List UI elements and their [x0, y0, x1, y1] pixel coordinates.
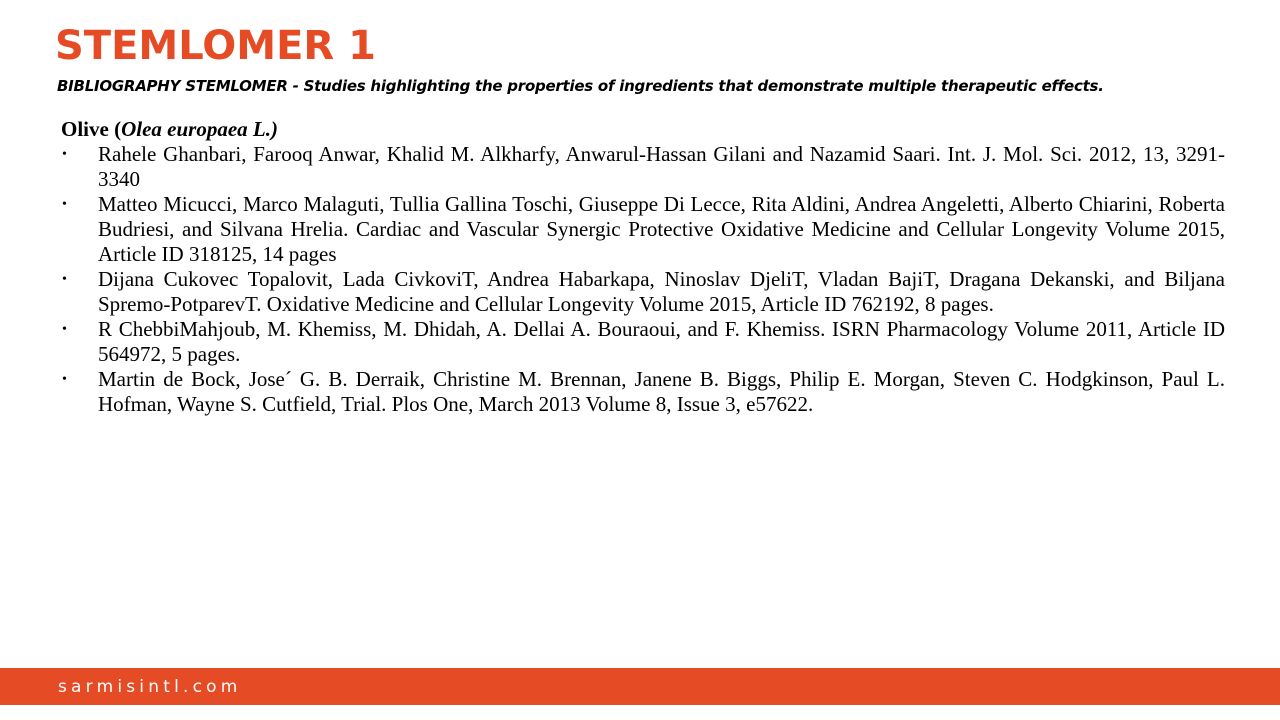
bullet-icon: • — [62, 322, 67, 337]
reference-text: Matteo Micucci, Marco Malaguti, Tullia Gallina Toschi, Giuseppe Di Lecce, Rita Aldini, Andrea Angeletti, Alberto Chiarini, Roberta Budriesi, and Silvana Hrelia. Cardiac and Vascular Synergic Protective Oxidative Medicine and Cellular Longevity Volume 2015, Article ID 318125, 14 pages — [98, 192, 1225, 266]
reference-list — [61, 142, 1225, 417]
reference-text: R ChebbiMahjoub, M. Khemiss, M. Dhidah, A. Dellai A. Bouraoui, and F. Khemiss. ISRN Pharmacology Volume 2011, Article ID 564972, 5 pages. — [98, 317, 1225, 366]
footer-bar — [0, 668, 1280, 705]
reference-item — [61, 267, 1225, 317]
bullet-icon: • — [62, 372, 67, 387]
reference-item — [61, 367, 1225, 417]
slide-subtitle: BIBLIOGRAPHY STEMLOMER - Studies highlighting the properties of ingredients that demonstrate multiple therapeutic effects. — [57, 77, 1104, 95]
bullet-icon: • — [62, 197, 67, 212]
section-heading — [61, 117, 1225, 142]
bullet-icon: • — [62, 147, 67, 162]
reference-item — [61, 142, 1225, 192]
section-latin-name: Olea europaea L.) — [121, 117, 278, 141]
reference-text: Rahele Ghanbari, Farooq Anwar, Khalid M. Alkharfy, Anwarul-Hassan Gilani and Nazamid Saari. Int. J. Mol. Sci. 2012, 13, 3291-3340 — [98, 142, 1225, 191]
reference-item — [61, 317, 1225, 367]
reference-item — [61, 192, 1225, 267]
reference-text: Martin de Bock, Jose´ G. B. Derraik, Christine M. Brennan, Janene B. Biggs, Philip E. Morgan, Steven C. Hodgkinson, Paul L. Hofman, Wayne S. Cutfield, Trial. Plos One, March 2013 Volume 8, Issue 3, e57622. — [98, 367, 1225, 416]
bibliography-content — [61, 117, 1225, 417]
slide-title: STEMLOMER 1 — [55, 23, 376, 69]
website-link[interactable]: sarmisintl.com — [58, 677, 242, 697]
section-name: Olive ( — [61, 117, 122, 141]
reference-text: Dijana Cukovec Topalovit, Lada CivkoviT, Andrea Habarkapa, Ninoslav DjeliT, Vladan BajiT, Dragana Dekanski, and Biljana Spremo-PotparevT. Oxidative Medicine and Cellular Longevity Volume 2015, Article ID 762192, 8 pages. — [98, 267, 1225, 316]
bullet-icon: • — [62, 272, 67, 287]
